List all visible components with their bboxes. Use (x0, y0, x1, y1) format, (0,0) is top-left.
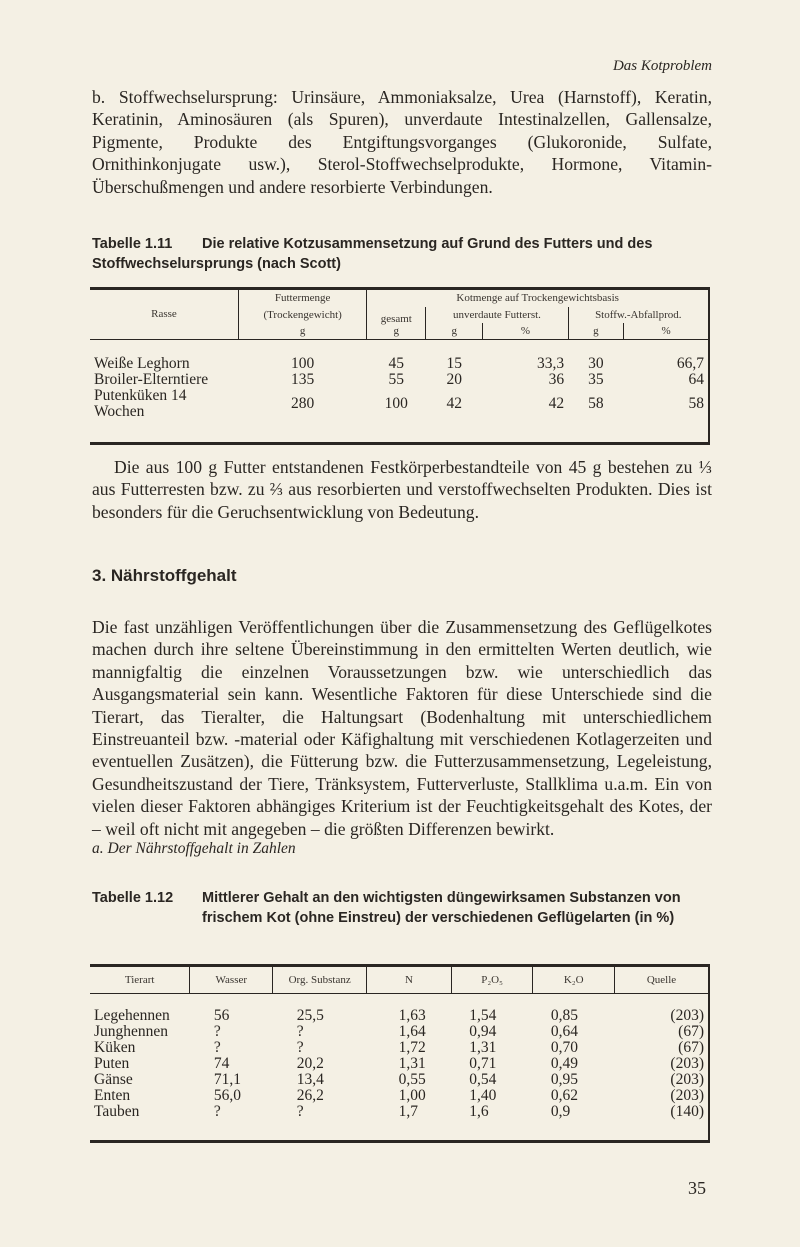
table-cell: 15 (446, 354, 463, 372)
column-header: Quelle (614, 966, 709, 994)
table-row (90, 339, 709, 372)
page-number: 35 (688, 1178, 706, 1198)
table-cell: 35 (588, 370, 604, 388)
table-cell: 1,40 (469, 1087, 497, 1104)
table-row (90, 372, 709, 388)
table-1-11 (90, 287, 710, 445)
table-row (90, 388, 709, 444)
table-cell: ? (296, 1039, 304, 1056)
column-header: N (367, 966, 452, 994)
unit-pct: % (624, 323, 709, 340)
table-cell: (67) (678, 1039, 704, 1056)
unit-g: g (393, 324, 400, 337)
table-cell: ? (296, 1103, 304, 1120)
table-cell: 0,9 (550, 1103, 571, 1120)
col-futter: Futtermenge (239, 289, 367, 307)
table-cell: Putenküken 14 Wochen (94, 386, 187, 420)
table-cell: ? (213, 1103, 221, 1120)
table-cell: 64 (688, 370, 704, 388)
table-cell: Enten (94, 1087, 131, 1104)
table-cell: 1,72 (398, 1039, 426, 1056)
table-label: Tabelle 1.12 (92, 890, 174, 906)
table-cell: 0,95 (550, 1071, 579, 1088)
table-cell: 13,4 (296, 1071, 324, 1088)
table-1-caption (92, 234, 712, 274)
table-cell: 1,64 (398, 1023, 426, 1040)
table-cell: 100 (291, 354, 315, 372)
unit-g: g (568, 323, 624, 340)
table-row (90, 1104, 709, 1142)
table-cell: (67) (678, 1023, 704, 1040)
column-header: Wasser (190, 966, 273, 994)
table-cell: 58 (588, 394, 604, 412)
table-cell: 42 (446, 394, 463, 412)
table-cell: 30 (588, 354, 604, 372)
table-cell: Broiler-Elterntiere (94, 370, 209, 388)
table-cell: Küken (94, 1039, 136, 1056)
table-cell: 0,85 (550, 1007, 579, 1024)
paragraph-naehrstoff: Die fast unzähligen Veröffentlichungen über die Zusammensetzung des Geflügelkotes machen durch ihre seltene Übereinstimmung in den ermittelten Werten deutlich, wie mannigfaltig die einzelnen Voraussetzungen bzw. wie unterschiedlich das Ausgangsmaterial sein kann. Wesentliche Faktoren für diese Unterschiede sind die Tierart, das Tieralter, die Haltungsart (Bodenhaltung mit unterschiedlichem Einstreuanteil bzw. -material oder Käfighaltung mit verschiedenen Kotlagerzeiten und eventuellen Zusätzen), die Fütterung bzw. die Futterzusammensetzung, Legeleistung, Gesundheitszustand der Tiere, Tränksystem, Futterverluste, Stallklima u.a.m. Ein von vielen dieser Faktoren abhängiges Kriterium ist der Feuchtigkeitsgehalt des Kotes, der – weil oft nicht mit angegeben – die größten Differenzen bewirkt. (92, 617, 712, 839)
table-cell: 20 (446, 370, 463, 388)
table-cell: 0,71 (469, 1055, 497, 1072)
table-cell: ? (296, 1023, 304, 1040)
column-header: Org. Substanz (273, 966, 367, 994)
column-header: Tierart (90, 966, 190, 994)
table-cell: ? (213, 1039, 221, 1056)
column-header: P₂O₅ (451, 966, 533, 994)
section-heading: 3. Nährstoffgehalt (92, 566, 237, 585)
table-cell: Junghennen (94, 1023, 169, 1040)
table-cell: 20,2 (296, 1055, 324, 1072)
table-cell: 26,2 (296, 1087, 324, 1104)
table-cell: Puten (94, 1055, 130, 1072)
table-cell: 1,31 (398, 1055, 426, 1072)
table-cell: 0,55 (398, 1071, 426, 1088)
table-cell: 0,94 (469, 1023, 497, 1040)
table-cell: 1,7 (398, 1103, 418, 1120)
table-cell: 1,54 (469, 1007, 497, 1024)
table-cell: 0,64 (550, 1023, 579, 1040)
table-cell: 0,62 (550, 1087, 579, 1104)
table-cell: (203) (670, 1055, 704, 1072)
table-cell: Weiße Leghorn (94, 354, 190, 372)
column-header: K₂O (533, 966, 615, 994)
table-cell: 71,1 (213, 1071, 241, 1088)
table-cell: 66,7 (676, 354, 704, 372)
table-cell: 0,49 (550, 1055, 579, 1072)
table-cell: Gänse (94, 1071, 133, 1088)
table-cell: Tauben (94, 1103, 140, 1120)
subheading: a. Der Nährstoffgehalt in Zahlen (92, 840, 296, 857)
table-2-caption (92, 888, 712, 928)
table-cell: 36 (548, 370, 565, 388)
table-cell: 55 (388, 370, 405, 388)
table-cell: (140) (670, 1103, 704, 1120)
table-cell: 33,3 (536, 354, 565, 372)
table-cell: 42 (548, 394, 565, 412)
table-row (90, 1072, 709, 1088)
running-header: Das Kotproblem (612, 58, 712, 74)
table-label: Tabelle 1.11 (92, 236, 173, 252)
col-unverd: unverdaute Futterst. (426, 307, 568, 323)
table-cell: 56 (213, 1007, 230, 1024)
table-title: Die relative Kotzusammensetzung auf Grund des Futters und des Stoffwechselursprungs (nach Scott) (92, 236, 653, 272)
col-kot: Kotmenge auf Trockengewichtsbasis (367, 289, 709, 307)
table-row (90, 1024, 709, 1040)
col-futter-sub: (Trockengewicht) (239, 307, 367, 323)
table-cell: (203) (670, 1087, 704, 1104)
paragraph-festkoerper: Die aus 100 g Futter entstandenen Festkörperbestandteile von 45 g bestehen zu ⅓ aus Futterresten bzw. zu ⅔ aus resorbierten und verstoffwechselten Produkten. Dies ist besonders für die Geruchsentwicklung von Bedeutung. (92, 457, 712, 522)
table-cell: 0,54 (469, 1071, 497, 1088)
col-rasse: Rasse (151, 308, 177, 321)
table-cell: (203) (670, 1071, 704, 1088)
table-cell: 45 (388, 354, 405, 372)
unit-g: g (426, 323, 483, 340)
table-cell: 58 (688, 394, 704, 412)
table-cell: 1,31 (469, 1039, 497, 1056)
paragraph-stoffwechsel: b. Stoffwechselursprung: Urinsäure, Ammoniaksalze, Urea (Harnstoff), Keratin, Keratinin, Aminosäuren (als Spuren), unverdaute Intestinalzellen, Gallensalze, Pigmente, Produkte des Entgiftungsvorganges (Glukoronide, Sulfate, Ornithinkonjugate usw.), Sterol-Stoffwechselprodukte, Hormone, Vitamin-Überschußmengen und andere resorbierte Verbindungen. (92, 87, 712, 197)
table-cell: 1,6 (469, 1103, 489, 1120)
table-row (90, 994, 709, 1025)
table-cell: 0,70 (550, 1039, 579, 1056)
table-row (90, 1088, 709, 1104)
table-cell: (203) (670, 1007, 704, 1024)
table-1-12 (90, 964, 710, 1143)
table-row (90, 1056, 709, 1072)
table-cell: 1,63 (398, 1007, 426, 1024)
table-title: Mittlerer Gehalt an den wichtigsten düngewirksamen Substanzen von frischem Kot (ohne Einstreu) der verschiedenen Geflügelarten (in %) (202, 890, 681, 926)
col-gesamt: gesamt (380, 312, 412, 325)
table-row (90, 1040, 709, 1056)
table-cell: Legehennen (94, 1007, 170, 1024)
table-cell: 135 (291, 370, 315, 388)
unit-g: g (239, 323, 367, 340)
table-cell: 74 (213, 1055, 230, 1072)
table-cell: ? (213, 1023, 221, 1040)
table-cell: 1,00 (398, 1087, 426, 1104)
table-cell: 25,5 (296, 1007, 324, 1024)
table-cell: 100 (384, 394, 408, 412)
table-cell: 280 (291, 394, 315, 412)
table-cell: 56,0 (213, 1087, 241, 1104)
unit-pct: % (483, 323, 568, 340)
col-stoffw: Stoffw.-Abfallprod. (568, 307, 709, 323)
